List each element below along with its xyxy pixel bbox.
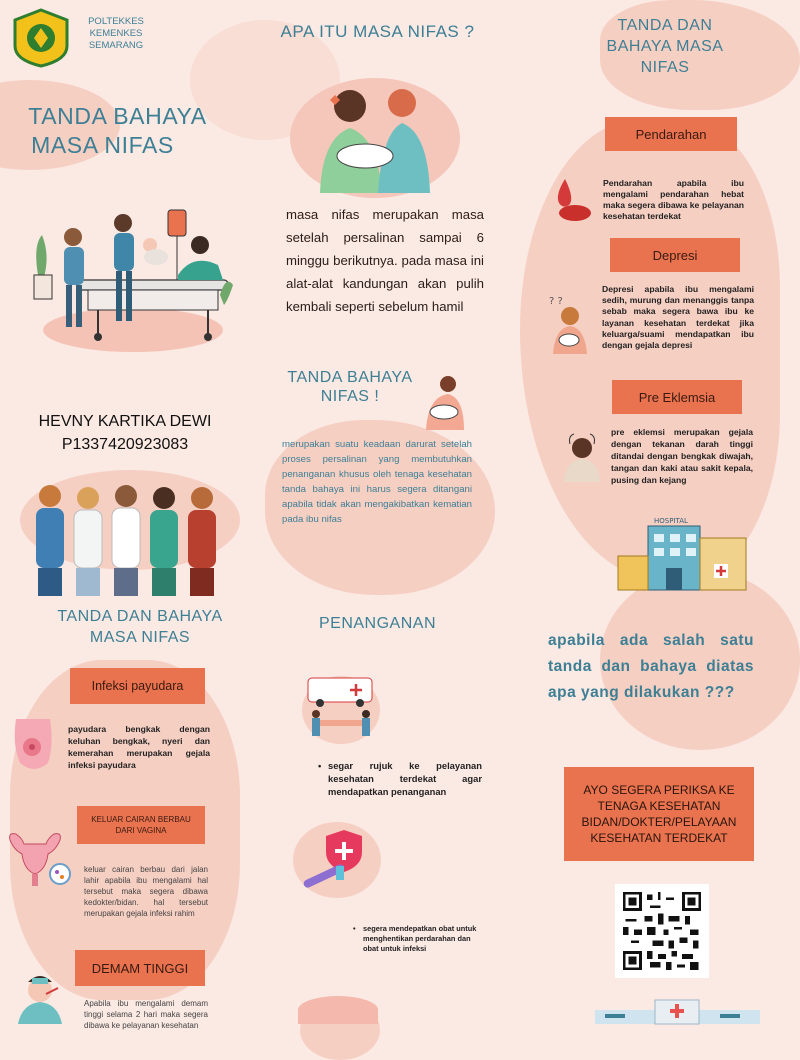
hospital-roof-illustration: [595, 998, 760, 1024]
main-title-line: MASA NIFAS: [31, 132, 174, 158]
section-heading-penanganan: PENANGANAN: [318, 615, 437, 632]
heading-line: NIFAS !: [320, 388, 380, 405]
headache-person-icon: [560, 432, 604, 482]
author-block: [10, 410, 240, 456]
hospital-sign: HOSPITAL: [654, 517, 688, 525]
heading-line: TANDA DAN BAHAYA: [57, 608, 223, 625]
hospital-building-illustration: [618, 512, 746, 590]
uterus-icon: [4, 830, 72, 888]
text-keluar-cairan: keluar cairan berbau dari jalan lahir apabila ibu mengalami hal tersebut maka segera dibawa kedokter/bidan. hal tersebut merupakan gejala infeksi rahim: [84, 865, 208, 918]
medicine-shield-illustration: [292, 820, 382, 900]
institution-line: SEMARANG: [88, 40, 144, 51]
institution-line: POLTEKKES: [88, 16, 144, 27]
label-depresi: Depresi: [610, 238, 740, 272]
label-demam-tinggi: DEMAM TINGGI: [75, 950, 205, 986]
section-heading-what-is-nifas: APA ITU MASA NIFAS ?: [280, 22, 475, 41]
bullet-rujuk: [318, 759, 482, 798]
svg-text:? ?: ? ?: [549, 296, 563, 307]
author-name: HEVNY KARTIKA DEWI: [38, 413, 212, 430]
institution-name: [84, 16, 148, 52]
bullet-dot: •: [353, 924, 356, 933]
bullet-dot: •: [318, 760, 322, 771]
mother-baby-icon: [418, 372, 468, 432]
bullet-obat: [353, 924, 488, 954]
medical-staff-illustration: [28, 478, 228, 596]
panel4-title: [40, 606, 240, 648]
blood-drop-icon: [545, 175, 593, 223]
heading-line: NIFAS: [640, 59, 690, 76]
danger-signs-text: merupakan suatu keadaan darurat setelah proses persalinan yang membutuhkan penanganan khusus oleh tenaga kesehatan tanda bahaya ini harus segera ditangani apabila tidak akan mengakibatkan kematian pada ibu nifas: [282, 439, 472, 525]
label-keluar-cairan: KELUAR CAIRAN BERBAU DARI VAGINA: [77, 806, 205, 844]
fever-person-icon: [12, 968, 70, 1024]
qr-code[interactable]: [615, 884, 709, 978]
bottom-illustration-fragment: [298, 996, 378, 1024]
institution-line: KEMENKES: [89, 28, 143, 39]
label-infeksi-payudara: Infeksi payudara: [70, 668, 205, 704]
ambulance-illustration: [302, 672, 380, 744]
section-heading-danger-signs: [285, 368, 415, 406]
text-demam-tinggi: Apabila ibu mengalami demam tinggi selama 2 hari maka segera dibawa ke pelayanan kesehatan: [84, 999, 208, 1030]
question-text: apabila ada salah satu tanda dan bahaya diatas apa yang dilakukan ???: [548, 632, 754, 701]
label-pre-eklemsia: Pre Eklemsia: [612, 380, 742, 414]
mother-nurse-illustration: [290, 78, 460, 198]
main-title-line: TANDA BAHAYA: [28, 103, 207, 129]
author-id: P1337420923083: [61, 436, 189, 453]
heading-line: MASA NIFAS: [89, 629, 191, 646]
callout-box: AYO SEGERA PERIKSA KE TENAGA KESEHATAN BIDAN/DOKTER/PELAYAAN KESEHATAN TERDEKAT: [564, 767, 754, 861]
text-pendarahan: Pendarahan apabila ibu mengalami pendarahan hebat maka segera dibawa ke pelayanan kesehatan terdekat: [603, 178, 744, 221]
text-infeksi-payudara: payudara bengkak dengan keluhan bengkak, nyeri dan kemerahan merupakan gejala infeksi payudara: [68, 724, 210, 770]
heading-line: TANDA DAN: [617, 17, 713, 34]
bullet-obat-text: segera mendepatkan obat untuk menghentikan perdarahan dan obat untuk infeksi: [363, 924, 477, 953]
hospital-bed-illustration: [28, 205, 238, 355]
text-depresi: Depresi apabila ibu mengalami sedih, murung dan menanggis tanpa sebab maka segera bawa ibu ke layanan kesehatan terdekat jika keluarga/suami mendapatkan ibu dengan gejala depresi: [602, 284, 754, 351]
definition-text: masa nifas merupakan masa setelah persalinan sampai 6 minggu berikutnya. pada masa ini alat-alat kandungan akan pulih kembali seperti sebelum hamil: [286, 207, 484, 314]
label-pendarahan: Pendarahan: [605, 117, 737, 151]
institution-logo: [10, 8, 72, 68]
bullet-rujuk-text: segar rujuk ke pelayanan kesehatan terdekat agar mendapatkan penanganan: [328, 760, 482, 797]
main-title: [10, 102, 225, 160]
panel3-title: [580, 15, 750, 78]
sad-mother-icon: [545, 292, 595, 354]
heading-line: BAHAYA MASA: [606, 38, 724, 55]
heading-line: TANDA BAHAYA: [287, 369, 413, 386]
breast-icon: [10, 715, 56, 773]
text-pre-eklemsia: pre eklemsi merupakan gejala dengan tekanan darah tinggi ditandai dengan bengkak diwajah, tangan dan kaki atau sakit kepala, pusing dan kejang: [611, 427, 753, 485]
